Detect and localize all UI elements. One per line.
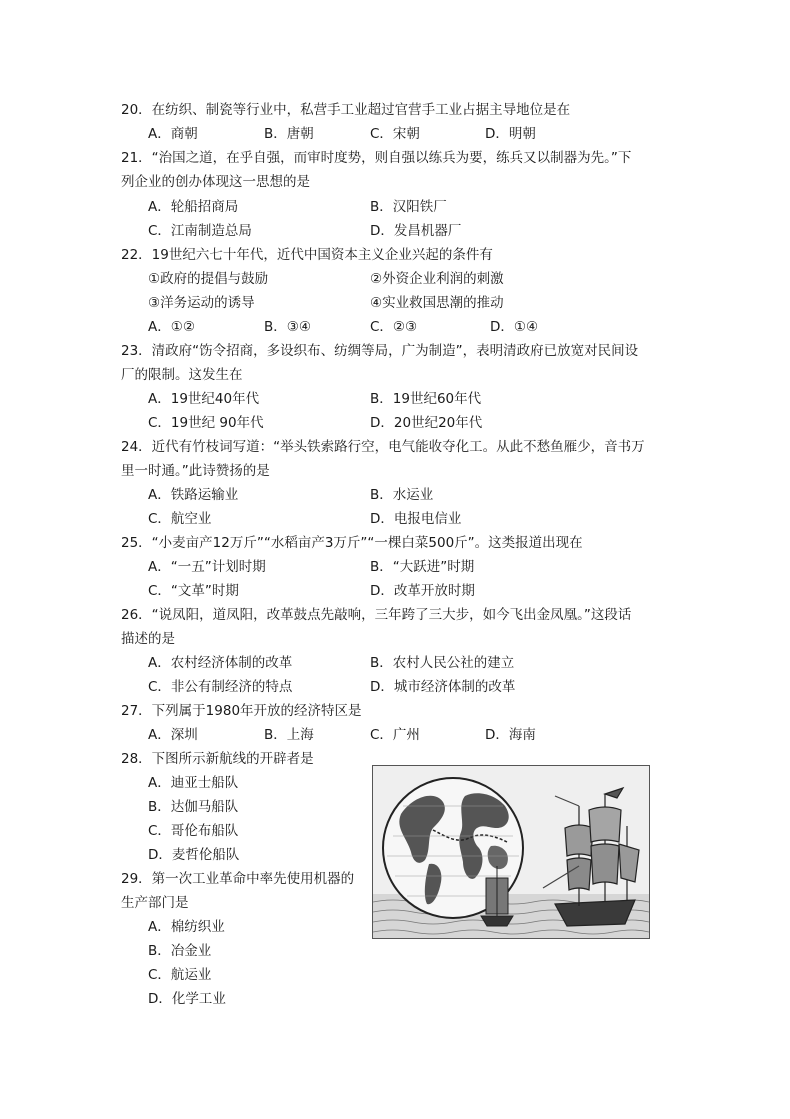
question-29-option-a[interactable]: A．棉纺织业 (148, 919, 225, 935)
question-22-item-1: ①政府的提倡与鼓励 (148, 271, 269, 287)
question-26-stem-cont: 描述的是 (121, 631, 175, 647)
question-21-option-d[interactable]: D．发昌机器厂 (370, 223, 462, 239)
question-21-option-c[interactable]: C．江南制造总局 (148, 223, 252, 239)
question-24-option-a[interactable]: A．铁路运输业 (148, 487, 239, 503)
question-27-option-c[interactable]: C．广州 (370, 727, 420, 743)
question-26-stem: 26．“说凤阳，道凤阳，改革鼓点先敲响，三年跨了三大步，如今飞出金凤凰。”这段话 (121, 607, 632, 623)
question-24-option-c[interactable]: C．航空业 (148, 511, 212, 527)
question-26-option-d[interactable]: D．城市经济体制的改革 (370, 679, 516, 695)
new-sea-route-illustration (372, 765, 650, 939)
question-21-stem: 21．“治国之道，在乎自强，而审时度势，则自强以练兵为要，练兵又以制器为先。”下 (121, 150, 632, 166)
question-29-option-c[interactable]: C．航运业 (148, 967, 212, 983)
question-29-stem: 29．第一次工业革命中率先使用机器的 (121, 871, 355, 887)
question-27-stem: 27．下列属于1980年开放的经济特区是 (121, 703, 362, 719)
question-20-option-b[interactable]: B．唐朝 (264, 126, 314, 142)
question-24-stem: 24．近代有竹枝词写道：“举头铁索路行空，电气能收夺化工。从此不愁鱼雁少，音书万 (121, 439, 645, 455)
question-29-option-d[interactable]: D．化学工业 (148, 991, 226, 1007)
question-20-stem: 20．在纺织、制瓷等行业中，私营手工业超过官营手工业占据主导地位是在 (121, 102, 571, 118)
question-23-option-b[interactable]: B．19世纪60年代 (370, 391, 482, 407)
question-23-option-a[interactable]: A．19世纪40年代 (148, 391, 260, 407)
question-27-option-d[interactable]: D．海南 (485, 727, 536, 743)
question-20-option-a[interactable]: A．商朝 (148, 126, 198, 142)
question-28-option-d[interactable]: D．麦哲伦船队 (148, 847, 240, 863)
question-28-option-b[interactable]: B．达伽马船队 (148, 799, 239, 815)
question-21-option-a[interactable]: A．轮船招商局 (148, 199, 239, 215)
question-25-option-c[interactable]: C．“文革”时期 (148, 583, 239, 599)
globe-and-ship-drawing (373, 766, 649, 938)
question-26-option-a[interactable]: A．农村经济体制的改革 (148, 655, 293, 671)
question-22-item-2: ②外资企业利润的刺激 (370, 271, 504, 287)
question-20-option-c[interactable]: C．宋朝 (370, 126, 420, 142)
question-22-item-3: ③洋务运动的诱导 (148, 295, 255, 311)
question-24-option-b[interactable]: B．水运业 (370, 487, 434, 503)
question-26-option-b[interactable]: B．农村人民公社的建立 (370, 655, 515, 671)
question-22-option-d[interactable]: D．①④ (490, 319, 539, 335)
question-21-option-b[interactable]: B．汉阳铁厂 (370, 199, 447, 215)
question-26-option-c[interactable]: C．非公有制经济的特点 (148, 679, 293, 695)
question-27-option-a[interactable]: A．深圳 (148, 727, 198, 743)
question-23-stem: 23．清政府“饬令招商，多设织布、纺绸等局，广为制造”，表明清政府已放宽对民间设 (121, 343, 639, 359)
question-21-stem-cont: 列企业的创办体现这一思想的是 (121, 174, 310, 190)
question-29-option-b[interactable]: B．冶金业 (148, 943, 212, 959)
question-22-option-c[interactable]: C．②③ (370, 319, 418, 335)
question-22-option-b[interactable]: B．③④ (264, 319, 311, 335)
question-20-option-d[interactable]: D．明朝 (485, 126, 536, 142)
question-22-item-4: ④实业救国思潮的推动 (370, 295, 504, 311)
question-25-option-b[interactable]: B．“大跃进”时期 (370, 559, 475, 575)
question-23-option-d[interactable]: D．20世纪20年代 (370, 415, 483, 431)
question-25-option-a[interactable]: A．“一五”计划时期 (148, 559, 266, 575)
question-22-stem: 22．19世纪六七十年代，近代中国资本主义企业兴起的条件有 (121, 247, 493, 263)
question-28-option-a[interactable]: A．迪亚士船队 (148, 775, 239, 791)
question-25-stem: 25．“小麦亩产12万斤”“水稻亩产3万斤”“一棵白菜500斤”。这类报道出现在 (121, 535, 583, 551)
question-28-option-c[interactable]: C．哥伦布船队 (148, 823, 239, 839)
question-25-option-d[interactable]: D．改革开放时期 (370, 583, 475, 599)
question-29-stem-cont: 生产部门是 (121, 895, 189, 911)
question-23-stem-cont: 厂的限制。这发生在 (121, 367, 243, 383)
question-22-option-a[interactable]: A．①② (148, 319, 195, 335)
question-24-option-d[interactable]: D．电报电信业 (370, 511, 462, 527)
question-28-stem: 28．下图所示新航线的开辟者是 (121, 751, 314, 767)
question-24-stem-cont: 里一时通。”此诗赞扬的是 (121, 463, 270, 479)
question-27-option-b[interactable]: B．上海 (264, 727, 314, 743)
question-23-option-c[interactable]: C．19世纪 90年代 (148, 415, 264, 431)
